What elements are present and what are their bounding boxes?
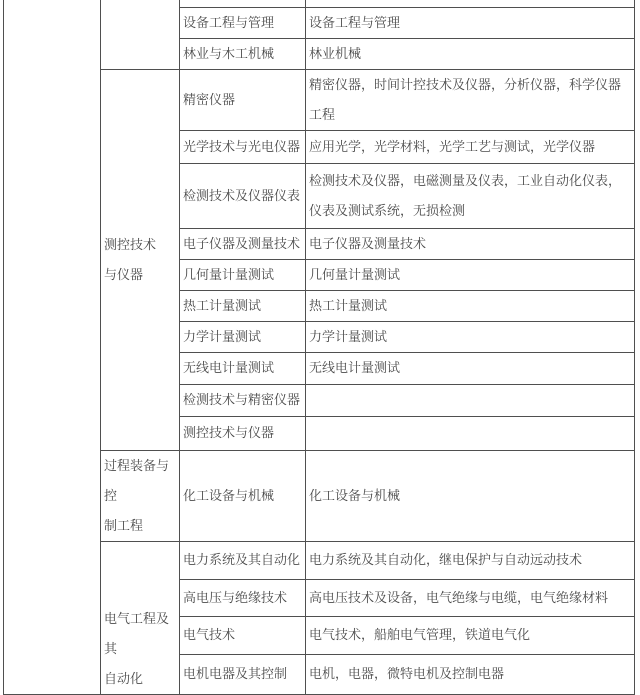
major-cell: 力学计量测试 bbox=[180, 321, 306, 352]
category-cell bbox=[101, 0, 180, 69]
major-cell bbox=[180, 0, 306, 7]
description-cell: 电力系统及其自动化，继电保护与自动远动技术 bbox=[306, 541, 635, 579]
majors-table-body bbox=[4, 0, 635, 694]
description-cell: 热工计量测试 bbox=[306, 290, 635, 321]
major-cell: 几何量计量测试 bbox=[180, 259, 306, 290]
description-cell bbox=[306, 384, 635, 416]
major-cell: 电力系统及其自动化 bbox=[180, 541, 306, 579]
major-cell: 光学技术与光电仪器 bbox=[180, 130, 306, 163]
major-cell: 热工计量测试 bbox=[180, 290, 306, 321]
major-cell: 电子仪器及测量技术 bbox=[180, 228, 306, 259]
description-cell: 林业机械 bbox=[306, 38, 635, 69]
major-cell: 测控技术与仪器 bbox=[180, 416, 306, 450]
description-cell: 应用光学，光学材料，光学工艺与测试，光学仪器 bbox=[306, 130, 635, 163]
description-cell: 电子仪器及测量技术 bbox=[306, 228, 635, 259]
major-cell: 设备工程与管理 bbox=[180, 7, 306, 38]
major-cell: 无线电计量测试 bbox=[180, 352, 306, 384]
description-cell bbox=[306, 0, 635, 7]
description-cell bbox=[306, 416, 635, 450]
category-cell: 测控技术 与仪器 bbox=[101, 69, 180, 450]
category-cell: 过程装备与控 制工程 bbox=[101, 450, 180, 541]
major-cell: 林业与木工机械 bbox=[180, 38, 306, 69]
table-row bbox=[4, 0, 635, 7]
description-cell: 高电压技术及设备，电气绝缘与电缆，电气绝缘材料 bbox=[306, 579, 635, 616]
major-cell: 电机电器及其控制 bbox=[180, 655, 306, 694]
description-cell: 力学计量测试 bbox=[306, 321, 635, 352]
major-cell: 检测技术与精密仪器 bbox=[180, 384, 306, 416]
major-cell: 电气技术 bbox=[180, 616, 306, 654]
description-cell: 检测技术及仪器，电磁测量及仪表，工业自动化仪表，仪表及测试系统，无损检测 bbox=[306, 163, 635, 228]
major-cell: 高电压与绝缘技术 bbox=[180, 579, 306, 616]
description-cell: 几何量计量测试 bbox=[306, 259, 635, 290]
left-spanning-cell bbox=[4, 0, 101, 694]
description-cell: 电机，电器，微特电机及控制电器 bbox=[306, 655, 635, 694]
description-cell: 设备工程与管理 bbox=[306, 7, 635, 38]
description-cell: 无线电计量测试 bbox=[306, 352, 635, 384]
major-cell: 精密仪器 bbox=[180, 69, 306, 130]
description-cell: 电气技术，船舶电气管理，铁道电气化 bbox=[306, 616, 635, 654]
major-cell: 化工设备与机械 bbox=[180, 450, 306, 541]
major-cell: 检测技术及仪器仪表 bbox=[180, 163, 306, 228]
description-cell: 精密仪器，时间计控技术及仪器，分析仪器，科学仪器工程 bbox=[306, 69, 635, 130]
majors-mapping-table bbox=[3, 0, 635, 695]
category-cell: 电气工程及其 自动化 bbox=[101, 541, 180, 694]
description-cell: 化工设备与机械 bbox=[306, 450, 635, 541]
